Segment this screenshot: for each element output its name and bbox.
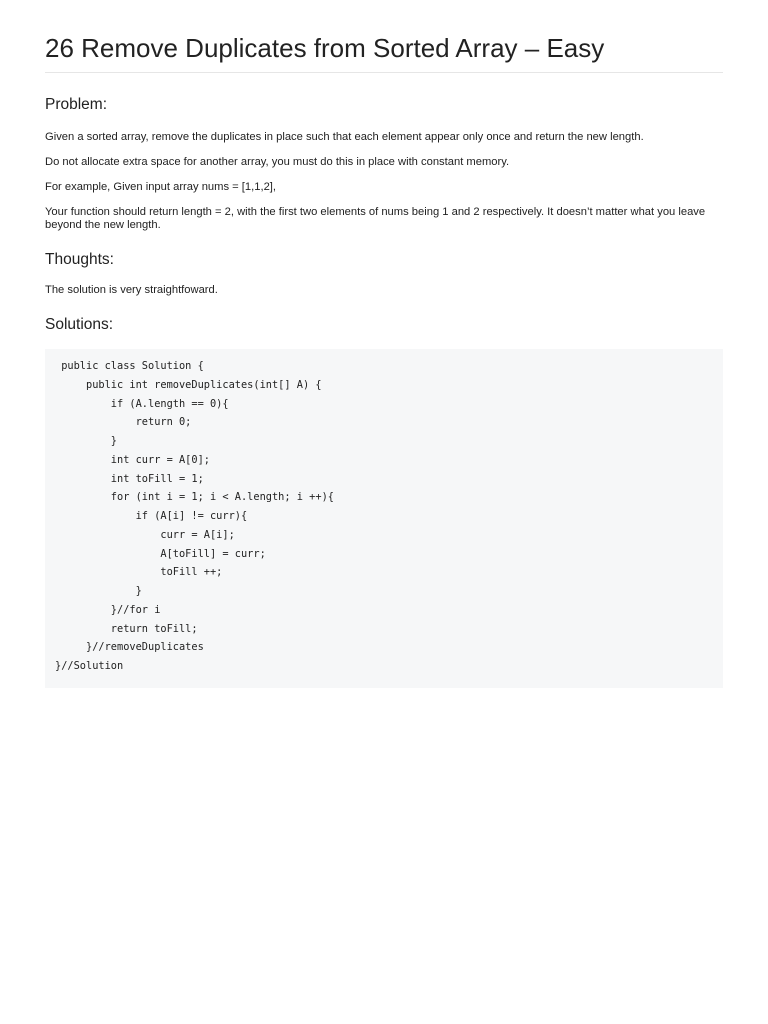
code-line: if (A.length == 0){ [55, 397, 229, 410]
code-line: return toFill; [55, 622, 198, 635]
code-line: } [55, 585, 142, 597]
thoughts-heading: Thoughts: [45, 251, 114, 268]
code-line: public int removeDuplicates(int[] A) { [55, 378, 322, 391]
code-line: return 0; [55, 416, 192, 429]
problem-paragraph: Do not allocate extra space for another array, you must do this in place with constant memory. [45, 156, 510, 168]
code-line: if (A[i] != curr){ [55, 510, 248, 522]
thoughts-paragraph: The solution is very straightfoward. [45, 284, 218, 296]
page-title: 26 Remove Duplicates from Sorted Array – Easy [45, 30, 723, 73]
code-line: public class Solution { [55, 360, 204, 372]
solutions-heading: Solutions: [45, 316, 114, 333]
code-line: }//Solution [55, 660, 124, 672]
code-line: int curr = A[0]; [55, 453, 210, 466]
code-line: toFill ++; [55, 566, 223, 579]
problem-paragraph: Your function should return length = 2, with the first two elements of nums being 1 and 2 respectively. It doesn’t matter what you leave beyond the new length. [45, 206, 706, 231]
problem-paragraph: For example, Given input array nums = [1,1,2], [45, 181, 277, 193]
code-line: A[toFill] = curr; [55, 547, 266, 560]
code-line: for (int i = 1; i < A.length; i ++){ [55, 491, 334, 504]
article [45, 0, 723, 688]
code-line: }//removeDuplicates [55, 641, 204, 654]
problem-heading: Problem: [45, 96, 108, 113]
code-line: curr = A[i]; [55, 528, 235, 541]
code-line: int toFill = 1; [55, 472, 204, 485]
code-block[interactable] [45, 349, 723, 688]
problem-paragraph: Given a sorted array, remove the duplicates in place such that each element appear only once and return the new length. [45, 131, 644, 143]
code-line: }//for i [55, 603, 161, 616]
code-line: } [55, 435, 117, 447]
